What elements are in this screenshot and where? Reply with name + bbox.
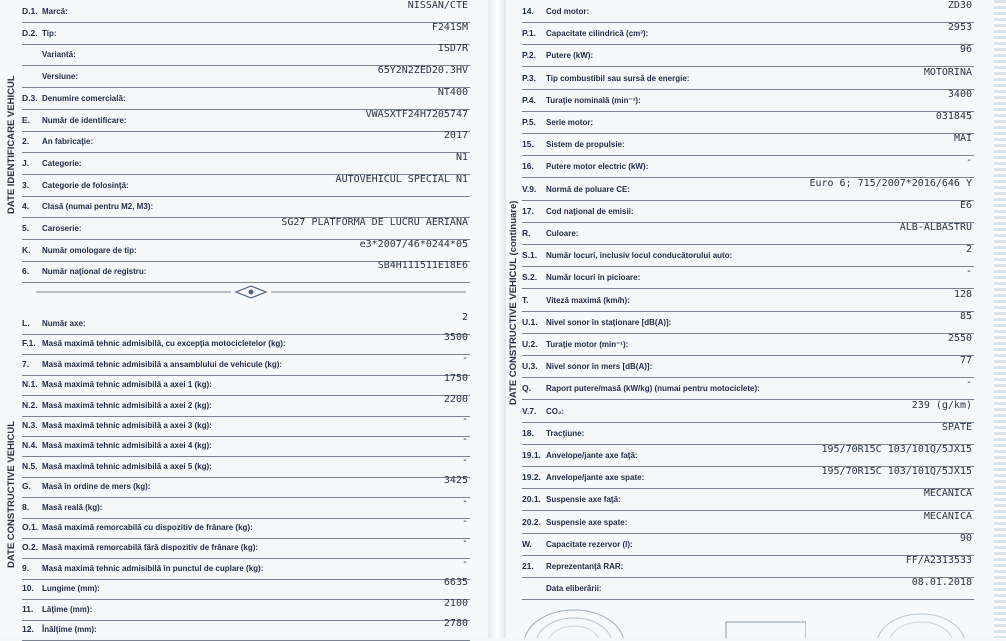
field-code: 4.	[22, 201, 30, 212]
field-value: 08.01.2018	[911, 577, 972, 589]
field-label: Caroserie:	[42, 224, 82, 233]
field-label: Sistem de propulsie:	[546, 140, 625, 150]
field-value: ZD30	[947, 0, 972, 11]
field-code: 7.	[22, 358, 30, 369]
field-code: P.1.	[522, 28, 537, 39]
field-value: 2100	[443, 597, 468, 609]
field-value: 77	[959, 355, 972, 367]
field-code: U.1.	[522, 316, 538, 327]
field-label: Marcă:	[42, 7, 68, 16]
field-label: Număr naţional de registru:	[42, 267, 147, 277]
field-label: Tip:	[42, 28, 57, 38]
field-value: -	[461, 516, 468, 527]
field-label: Versiune:	[42, 72, 79, 82]
field-code: P.3.	[522, 72, 537, 83]
field-row	[22, 87, 470, 110]
field-value: 195/70R15C 103/101Q/5JX15	[821, 466, 972, 478]
field-code: K.	[22, 244, 31, 255]
field-code: 5.	[22, 223, 30, 233]
field-code: N.3.	[22, 420, 38, 430]
field-code: F.1.	[22, 338, 36, 349]
field-label: Masă maximă tehnic admisibilă a axei 1 (kg):	[42, 380, 212, 390]
field-value: -	[461, 414, 468, 425]
field-value: 2	[461, 312, 468, 323]
field-label: Anvelope/jante axe spate:	[546, 473, 645, 483]
field-code: E.	[22, 114, 31, 125]
field-row	[522, 155, 974, 178]
field-row	[522, 533, 974, 556]
field-row	[522, 222, 974, 245]
field-value: 65Y2N2ZED20.3HV	[377, 65, 468, 77]
field-row	[522, 289, 974, 312]
field-code: W.	[522, 538, 532, 549]
field-label: An fabricaţie:	[42, 137, 94, 147]
field-label: Culoare:	[546, 229, 579, 238]
field-label: Cod naţional de emisii:	[546, 206, 634, 216]
field-row	[522, 511, 974, 534]
field-value: 6635	[443, 577, 468, 589]
field-label: Masă în ordine de mers (kg):	[42, 482, 151, 492]
field-code: 21.	[522, 561, 534, 571]
field-value: E6	[959, 199, 972, 211]
field-value: 3400	[947, 88, 972, 100]
field-row	[22, 260, 470, 283]
field-label: Clasă (numai pentru M2, M3):	[42, 202, 154, 212]
field-row	[522, 67, 974, 90]
field-code: 14.	[522, 6, 534, 16]
field-row	[522, 422, 974, 445]
field-row	[22, 174, 470, 197]
field-code: N.2.	[22, 399, 38, 410]
field-value: ALB-ALBASTRU	[899, 222, 972, 233]
field-value: -	[965, 155, 972, 167]
field-row	[522, 244, 974, 267]
field-label: Număr omologare de tip:	[42, 245, 137, 255]
field-label: CO₂:	[546, 406, 565, 416]
field-label: Lungime (mm):	[42, 584, 100, 594]
field-code: D.1.	[22, 6, 38, 16]
field-value: FF/A2313533	[905, 555, 972, 566]
field-row	[522, 44, 974, 67]
field-code: V.7.	[522, 405, 537, 416]
field-label: Număr locuri în picioare:	[546, 273, 641, 283]
field-code: U.2.	[522, 339, 538, 349]
field-code: L.	[22, 318, 30, 328]
field-row	[22, 152, 470, 175]
field-value: N1	[455, 151, 468, 163]
field-label: Număr de identificare:	[42, 115, 127, 125]
field-label: Masă maximă tehnic admisibilă în punctul de cuplare (kg):	[42, 563, 264, 573]
field-value: 239 (g/km)	[911, 399, 972, 411]
field-value: SG27 PLATFORMA DE LUCRU AERIANA	[281, 217, 468, 228]
field-label: Capacitate rezervor (l):	[546, 539, 633, 549]
field-code: 10.	[22, 583, 34, 594]
field-code: S.2.	[522, 272, 538, 283]
field-code: 9.	[22, 562, 30, 573]
field-code: J.	[22, 157, 30, 168]
field-label: Tracţiune:	[546, 428, 585, 438]
field-label: Număr locuri, inclusiv locul conducătorului auto:	[546, 251, 733, 261]
field-value: 1750	[443, 373, 468, 385]
field-value: NISSAN/CTE	[407, 0, 468, 11]
field-label: Turaţie motor (min⁻¹):	[546, 340, 629, 349]
field-code: 20.2.	[522, 516, 541, 527]
field-label: Masă maximă remorcabilă cu dispozitiv de frânare (kg):	[42, 523, 253, 532]
field-row	[522, 266, 974, 289]
field-value: 90	[959, 532, 972, 544]
field-value: MAI	[953, 133, 972, 145]
field-code: 12.	[22, 624, 34, 634]
field-label: Serie motor:	[546, 118, 594, 127]
field-row	[522, 0, 974, 23]
field-code: D.3.	[22, 92, 38, 103]
field-row	[522, 555, 974, 578]
field-code: O.2.	[22, 542, 39, 553]
left-column	[0, 0, 488, 638]
field-row	[522, 111, 974, 134]
field-label: Turaţie nominală (min⁻¹):	[546, 95, 641, 105]
field-row	[522, 22, 974, 45]
field-code: P.5.	[522, 117, 537, 127]
field-label: Masă maximă tehnic admisibilă a ansamblului de vehicule (kg):	[42, 359, 283, 369]
field-label: Viteză maximă (km/h):	[546, 295, 630, 305]
field-value: MECANICA	[923, 488, 972, 500]
field-value: -	[461, 454, 468, 466]
section-label-identification: DATE IDENTIFICARE VEHICUL	[6, 75, 17, 214]
field-code: T.	[522, 294, 529, 305]
field-value: ISD7R	[437, 43, 468, 55]
field-label: Putere motor electric (kW):	[546, 162, 649, 172]
field-label: Denumire comercială:	[42, 93, 126, 103]
field-row	[522, 333, 974, 356]
field-label: Raport putere/masă (kW/kg) (numai pentru motociclete):	[546, 384, 760, 394]
field-row	[22, 130, 470, 153]
field-label: Masă maximă tehnic admisibilă a axei 4 (kg):	[42, 441, 212, 451]
field-value: e3*2007/46*0244*05	[359, 238, 468, 250]
divider-ornament	[36, 285, 466, 299]
field-value: Euro 6; 715/2007*2016/646 Y	[809, 177, 972, 189]
field-row	[522, 200, 974, 223]
field-code: P.4.	[522, 94, 537, 105]
field-row	[22, 109, 470, 132]
field-code: V.9.	[522, 183, 537, 194]
field-code: 19.2.	[522, 472, 541, 483]
field-code: N.1.	[22, 379, 38, 390]
page-fold	[488, 0, 506, 638]
field-row	[22, 239, 470, 262]
field-label: Capacitate cilindrică (cm³):	[546, 29, 649, 39]
field-value: 195/70R15C 103/101Q/5JX15	[821, 444, 972, 455]
field-row	[22, 22, 470, 45]
field-value: -	[461, 536, 468, 548]
field-row	[522, 444, 974, 467]
field-code: 17.	[522, 205, 534, 216]
field-label: Înălţime (mm):	[42, 625, 97, 634]
field-value: 2550	[947, 333, 972, 344]
perforated-edge	[994, 0, 1006, 638]
field-value: SPATE	[941, 421, 972, 433]
field-label: Normă de poluare CE:	[546, 184, 631, 194]
field-value: SB4H111511E18E6	[377, 260, 468, 272]
field-value: 96	[959, 44, 972, 56]
field-row	[522, 311, 974, 334]
field-label: Putere (kW):	[546, 51, 594, 61]
field-row	[22, 0, 470, 23]
field-code: 16.	[522, 161, 534, 172]
section-label-constructive: DATE CONSTRUCTIVE VEHICUL	[6, 420, 17, 568]
security-seal	[506, 604, 806, 638]
field-label: Data eliberării:	[546, 584, 602, 594]
field-label: Masă maximă remorcabilă fără dispozitiv de frânare (kg):	[42, 543, 259, 553]
field-row	[22, 217, 470, 240]
field-label: Nivel sonor în mers [dB(A)]:	[546, 362, 653, 372]
field-code: R.	[522, 228, 531, 238]
field-value: 2780	[443, 618, 468, 629]
field-value: -	[461, 495, 468, 507]
field-value: -	[965, 266, 972, 278]
field-value: 2017	[443, 130, 468, 142]
field-label: Suspensie axe faţă:	[546, 495, 621, 505]
field-row	[22, 43, 470, 66]
field-code: Q.	[522, 383, 531, 394]
field-row	[522, 377, 974, 400]
field-code: 2.	[22, 136, 30, 147]
field-row	[522, 89, 974, 112]
field-label: Reprezentanţă RAR:	[546, 562, 624, 571]
field-value: -	[965, 377, 972, 389]
field-value: 3500	[443, 332, 468, 344]
field-value: MOTORINA	[923, 66, 972, 78]
field-label: Nivel sonor în staţionare [dB(A)]:	[546, 317, 672, 327]
field-value: VWASXTF24H7205747	[365, 108, 468, 120]
field-label: Categorie:	[42, 158, 82, 168]
right-column	[506, 0, 994, 638]
field-code: S.1.	[522, 250, 538, 261]
field-code: 8.	[22, 501, 30, 512]
field-code: 11.	[22, 603, 34, 614]
field-row	[522, 488, 974, 511]
field-code: 15.	[522, 139, 534, 150]
field-value: 2	[965, 244, 972, 256]
field-label: Masă reală (kg):	[42, 502, 103, 512]
field-label: Tip combustibil sau sursă de energie:	[546, 73, 690, 83]
field-value: -	[461, 352, 468, 364]
field-row	[522, 355, 974, 378]
field-value: NT400	[437, 86, 468, 98]
field-value: MECANICA	[923, 510, 972, 522]
security-seal-right	[866, 604, 976, 638]
field-row	[522, 577, 974, 600]
field-code: 6.	[22, 266, 30, 277]
field-label: Variantă:	[42, 50, 76, 60]
field-label: Cod motor:	[546, 7, 590, 16]
field-row	[522, 178, 974, 201]
field-label: Masă maximă tehnic admisibilă a axei 2 (kg):	[42, 400, 212, 410]
field-row	[22, 195, 470, 218]
field-value: 3425	[443, 475, 468, 487]
field-value: -	[461, 434, 468, 446]
field-label: Masă maximă tehnic admisibilă a axei 5 (kg):	[42, 461, 212, 471]
field-value: 128	[953, 288, 972, 300]
field-row	[22, 65, 470, 88]
field-code: D.2.	[22, 27, 38, 38]
field-value: 85	[959, 310, 972, 322]
field-code: G.	[22, 481, 31, 492]
field-row	[522, 400, 974, 423]
field-label: Masă maximă tehnic admisibilă, cu excepţia motocicletelor (kg):	[42, 339, 286, 349]
field-value: 031845	[935, 111, 972, 122]
field-code: 20.1.	[522, 494, 541, 505]
field-row	[522, 133, 974, 156]
field-label: Lăţime (mm):	[42, 604, 93, 614]
field-value: 2953	[947, 22, 972, 34]
field-code: U.3.	[522, 361, 538, 372]
field-code: 19.1.	[522, 450, 541, 460]
field-value: F241SM	[431, 21, 468, 33]
field-value: AUTOVEHICUL SPECIAL N1	[335, 173, 468, 185]
field-value: -	[461, 556, 468, 568]
field-code: O.1.	[22, 522, 39, 532]
field-label: Număr axe:	[42, 319, 86, 328]
field-code: P.2.	[522, 50, 537, 61]
field-row	[522, 466, 974, 489]
field-code: N.4.	[22, 440, 38, 451]
field-label: Masă maximă tehnic admisibilă a axei 3 (kg):	[42, 421, 212, 430]
field-code: N.5.	[22, 460, 38, 471]
field-label: Anvelope/jante axe faţă:	[546, 451, 638, 460]
field-code: 18.	[522, 427, 534, 438]
field-value: 2200	[443, 393, 468, 405]
field-label: Suspensie axe spate:	[546, 517, 628, 527]
section-label-constructive-continued: DATE CONSTRUCTIVE VEHICUL (continuare)	[508, 200, 519, 405]
field-code: 3.	[22, 179, 30, 190]
field-label: Categorie de folosinţă:	[42, 180, 129, 190]
